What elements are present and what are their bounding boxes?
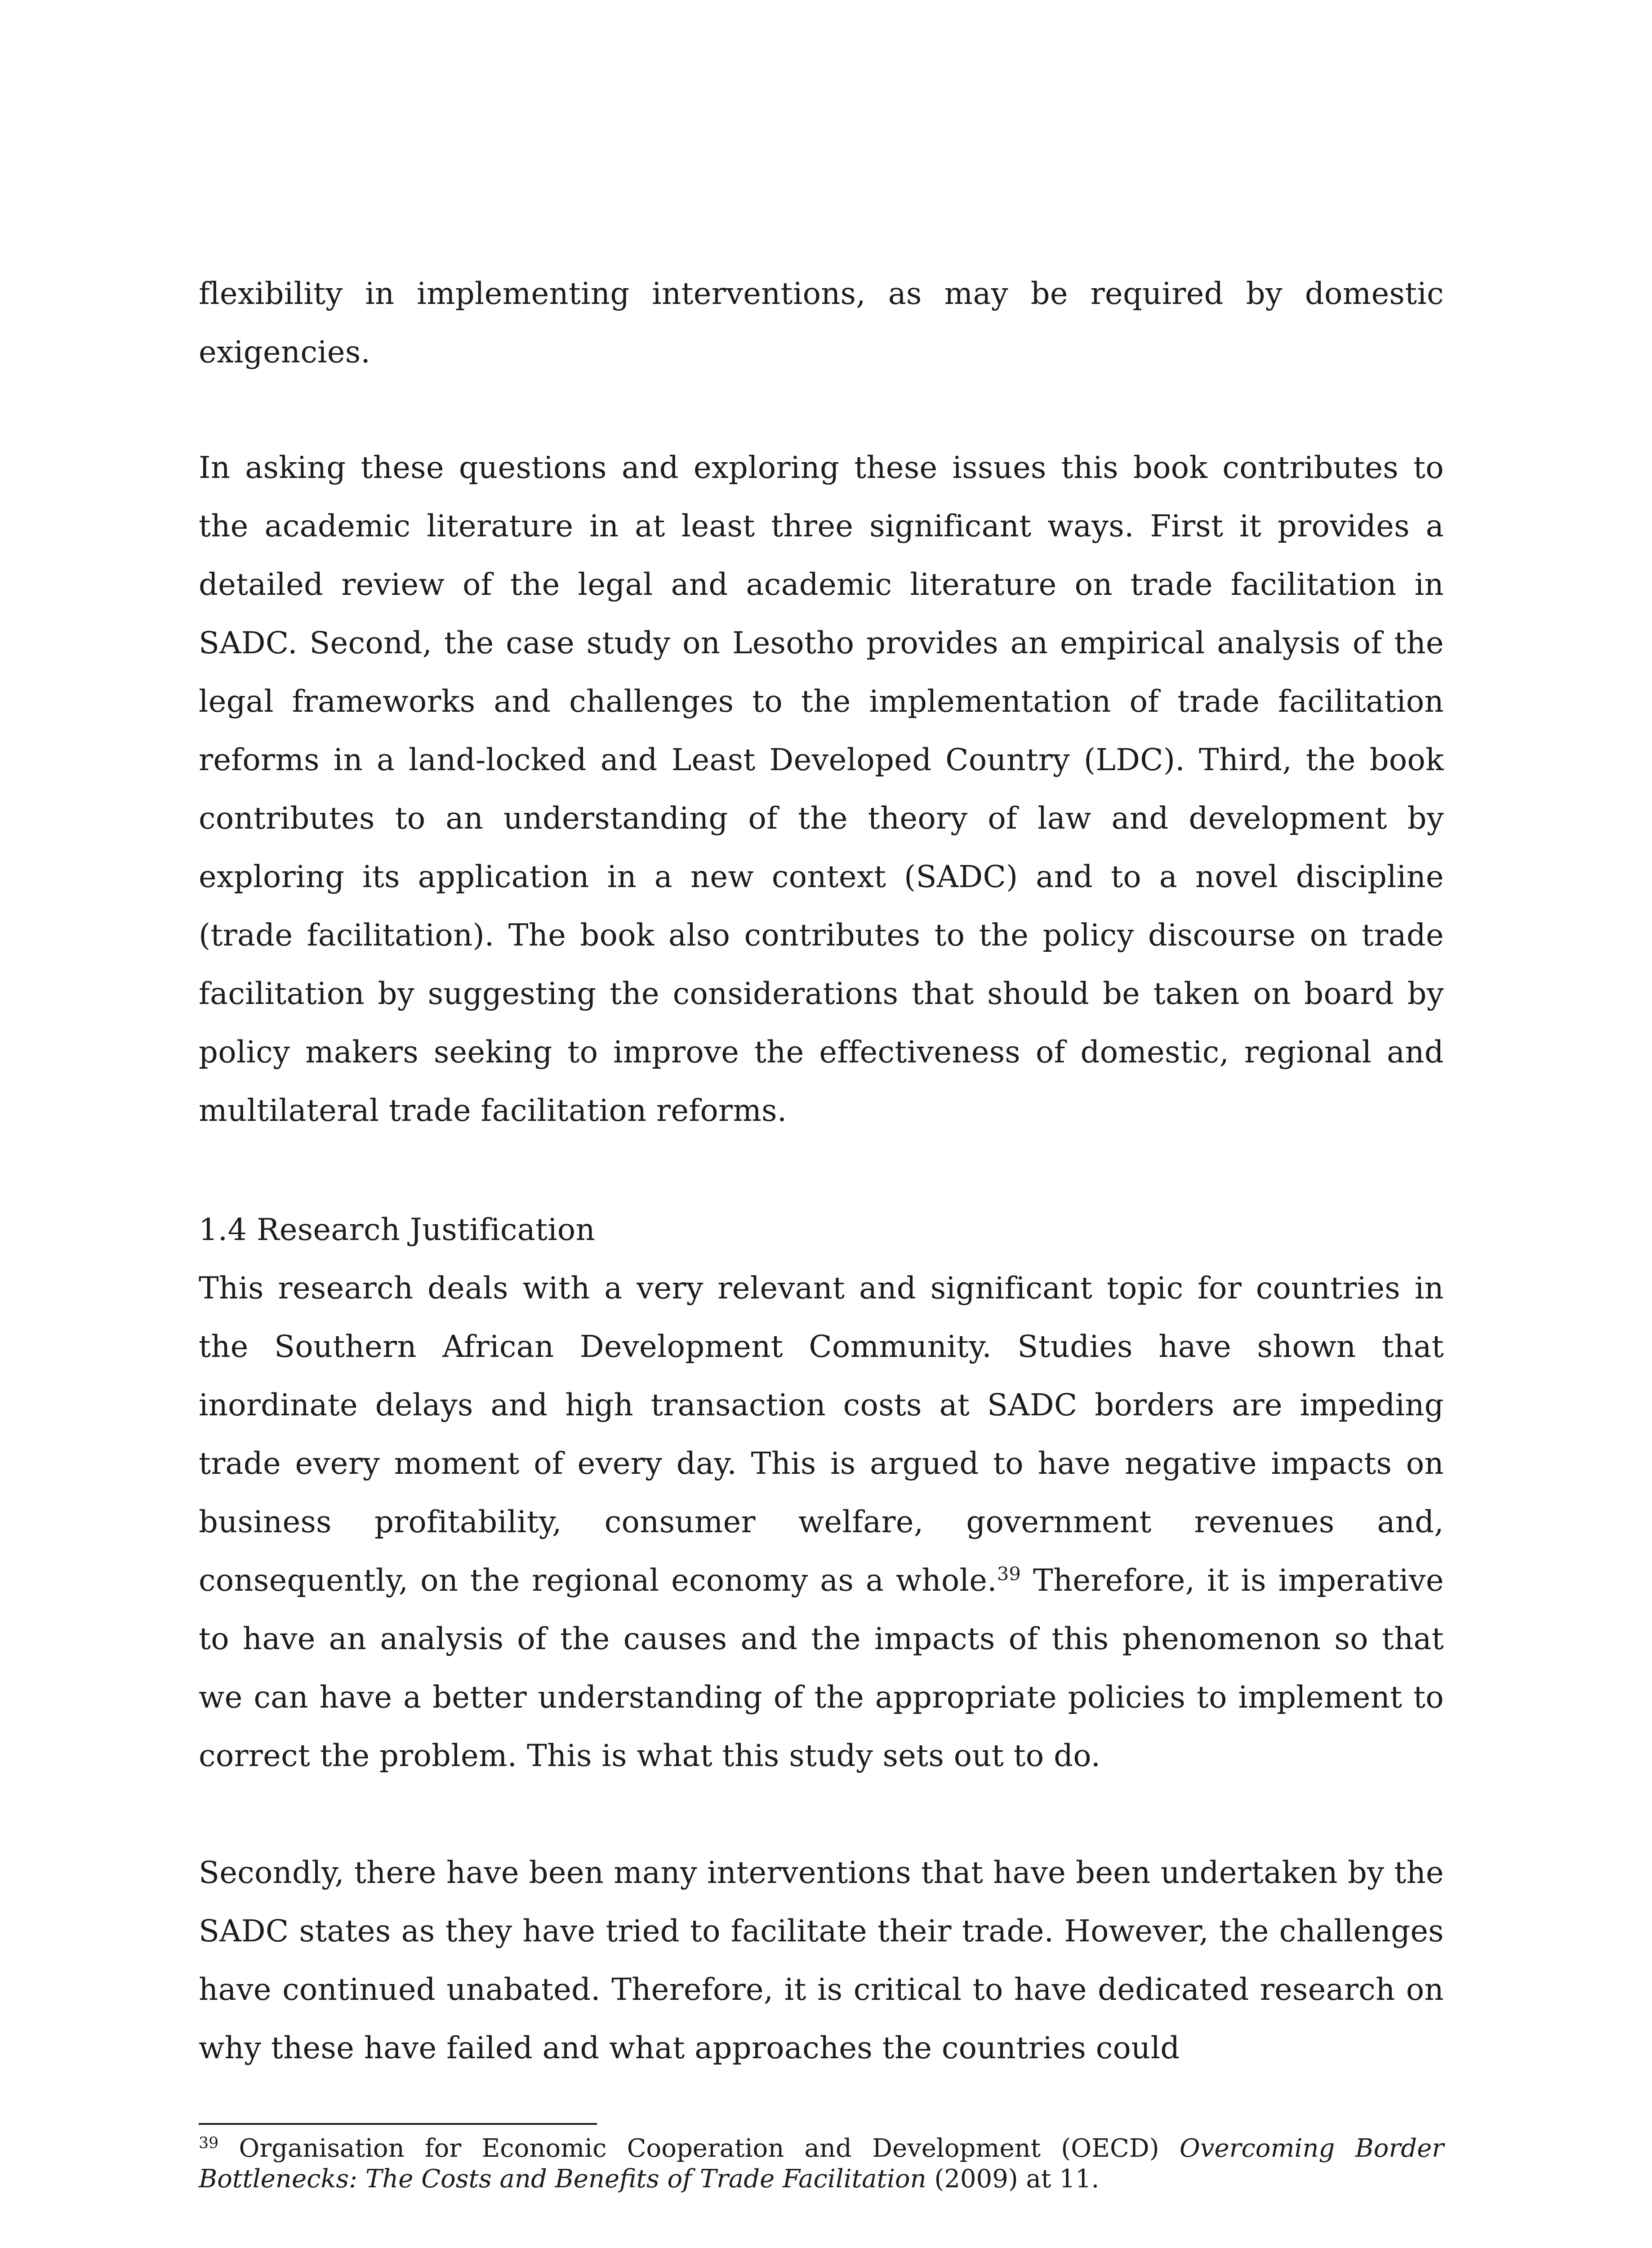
paragraph-text-part: This research deals with a very relevant and significant topic for countries in the Southern African Development Community. Studies have shown that inordinate delays and high transaction costs at SADC borders are impeding trade every moment of every day. This is argued to have negative impacts on business profitability, consumer welfare, government revenues and, consequently, on the regional economy as a whole. <box>199 1271 1444 1598</box>
section-research-justification <box>199 1200 1444 1785</box>
paragraph-text <box>199 1259 1444 1785</box>
paragraph-text: flexibility in implementing interventions, as may be required by domestic exigencies. <box>199 276 1444 370</box>
footnote <box>199 2133 1444 2194</box>
footnote-reference[interactable]: 39 <box>997 1563 1021 1585</box>
footnote-separator <box>199 2123 597 2125</box>
footnote-number: 39 <box>199 2134 219 2152</box>
paragraph-text-part: Therefore, it is imperative to have an analysis of the causes and the impacts of this phenomenon so that we can have a better understanding of the appropriate policies to implement to correct the problem. This is what this study sets out to do. <box>199 1563 1444 1773</box>
paragraph-continuation <box>199 264 1444 381</box>
footnote-title: Overcoming Border Bottlenecks: The Costs and Benefits of Trade Facilitation <box>199 2134 1444 2194</box>
paragraph-secondly <box>199 1843 1444 2077</box>
paragraph-text: Secondly, there have been many interventions that have been undertaken by the SADC states as they have tried to facilitate their trade. However, the challenges have continued unabated. Therefore, it is critical to have dedicated research on why these have failed and what approaches the countries could <box>199 1855 1444 2065</box>
footnote-text: Organisation for Economic Cooperation and Development (OECD) <box>218 2134 1180 2163</box>
footnote-text-end: (2009) at 11. <box>926 2164 1100 2194</box>
paragraph-text: In asking these questions and exploring these issues this book contributes to the academic literature in at least three significant ways. First it provides a detailed review of the legal and academic literature on trade facilitation in SADC. Second, the case study on Lesotho provides an empirical analysis of the legal frameworks and challenges to the implementation of trade facilitation reforms in a land-locked and Least Developed Country (LDC). Third, the book contributes to an understanding of the theory of law and development by exploring its application in a new context (SADC) and to a novel discipline (trade facilitation). The book also contributes to the policy discourse on trade facilitation by suggesting the considerations that should be taken on board by policy makers seeking to improve the effectiveness of domestic, regional and multilateral trade facilitation reforms. <box>199 450 1444 1128</box>
paragraph-contributions <box>199 438 1444 1140</box>
section-heading: 1.4 Research Justification <box>199 1212 596 1247</box>
